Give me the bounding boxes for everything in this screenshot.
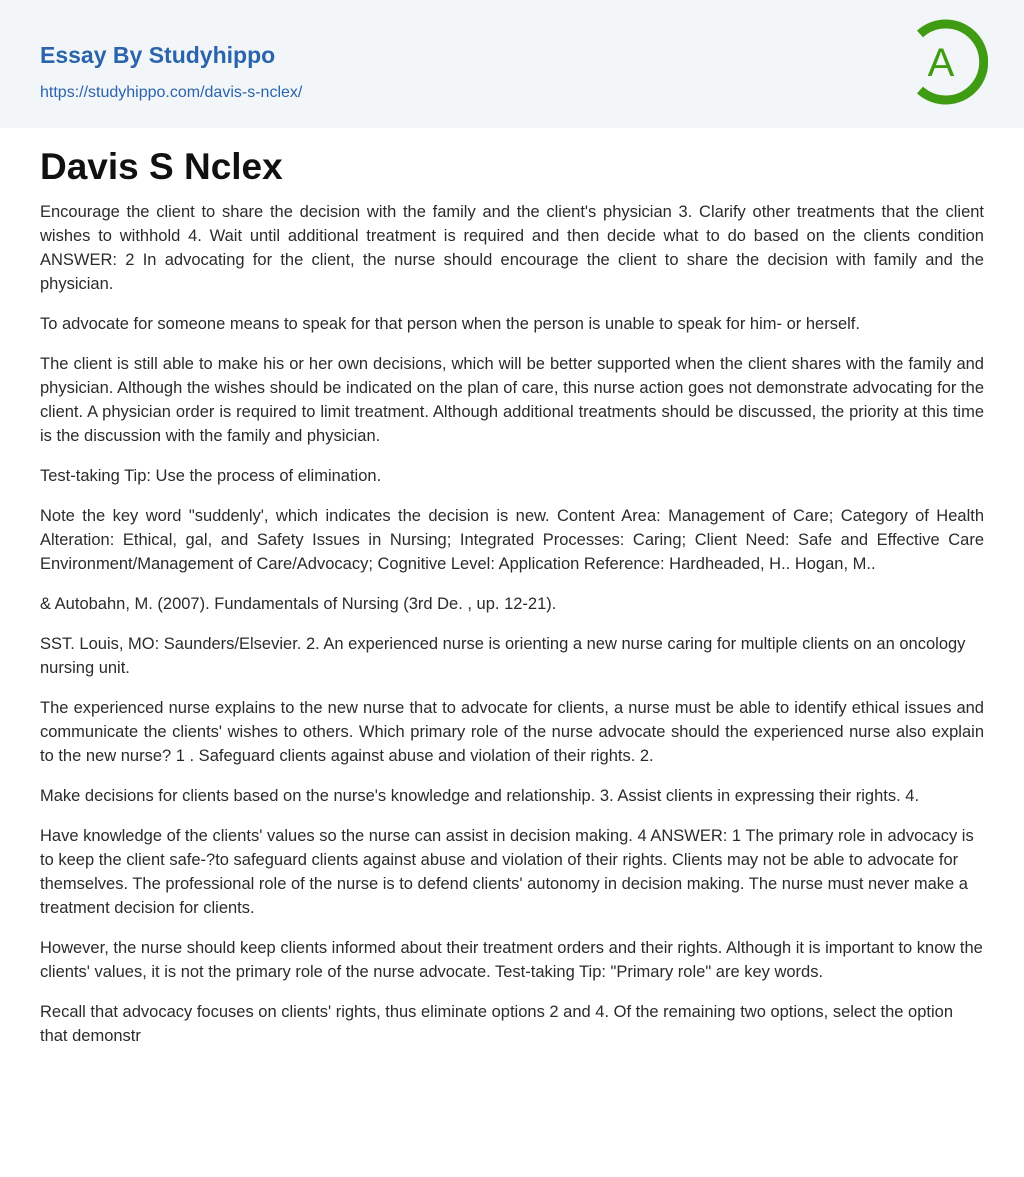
paragraph: Note the key word "suddenly', which indicates the decision is new. Content Area: Management of Care; Category of Health Alteration: Ethical, gal, and Safety Issues in Nursing; Integrated Processes: Caring; Client Need: Safe and Effective Care Environment/Management of Care/Advocacy; Cognitive Level: Application Reference: Hardheaded, H.. Hogan, M.. [40,507,984,573]
page-title: Davis S Nclex [40,146,283,187]
paragraph: & Autobahn, M. (2007). Fundamentals of Nursing (3rd De. , up. 12-21). [40,595,557,613]
studyhippo-logo-icon[interactable] [908,18,988,106]
paragraph: However, the nurse should keep clients informed about their treatment orders and their rights. Although it is important to know the clients' values, it is not the primary role of the nurse advocate. Test-taking Tip: "Primary role" are key words. [40,939,983,981]
brand-title: Essay By Studyhippo [40,42,276,68]
paragraph: Make decisions for clients based on the nurse's knowledge and relationship. 3. Assist clients in expressing their rights. 4. [40,787,920,805]
logo-letter: A [927,41,955,85]
paragraph: To advocate for someone means to speak for that person when the person is unable to speak for him- or herself. [40,315,860,333]
paragraph: The experienced nurse explains to the new nurse that to advocate for clients, a nurse must be able to identify ethical issues and communicate the clients' wishes to others. Which primary role of the nurse advocate should the experienced nurse also explain to the new nurse? 1 . Safeguard clients against abuse and violation of their rights. 2. [40,699,984,765]
essay-url-link[interactable]: https://studyhippo.com/davis-s-nclex/ [40,84,303,101]
paragraph: Have knowledge of the clients' values so the nurse can assist in decision making. 4 ANSWER: 1 The primary role in advocacy is to keep the client safe-?to safeguard clients against abuse and violation of their rights. Clients may not be able to advocate for themselves. The professional role of the nurse is to defend clients' autonomy in decision making. The nurse must never make a treatment decision for clients. [40,827,974,917]
site-header [0,0,1024,128]
paragraph: The client is still able to make his or her own decisions, which will be better supported when the client shares with the family and physician. Although the wishes should be indicated on the plan of care, this nurse action goes not demonstrate advocating for the client. A physician order is required to limit treatment. Although additional treatments should be discussed, the priority at this time is the discussion with the family and physician. [40,355,984,445]
paragraph: SST. Louis, MO: Saunders/Elsevier. 2. An experienced nurse is orienting a new nurse caring for multiple clients on an oncology nursing unit. [40,635,966,677]
paragraph: Recall that advocacy focuses on clients' rights, thus eliminate options 2 and 4. Of the remaining two options, select the option that demonstr [40,1003,953,1045]
essay-body [40,200,984,1064]
paragraph: Test-taking Tip: Use the process of elimination. [40,467,382,485]
paragraph: Encourage the client to share the decision with the family and the client's physician 3. Clarify other treatments that the client wishes to withhold 4. Wait until additional treatment is required and then decide what to do based on the clients condition ANSWER: 2 In advocating for the client, the nurse should encourage the client to share the decision with family and the physician. [40,203,984,293]
